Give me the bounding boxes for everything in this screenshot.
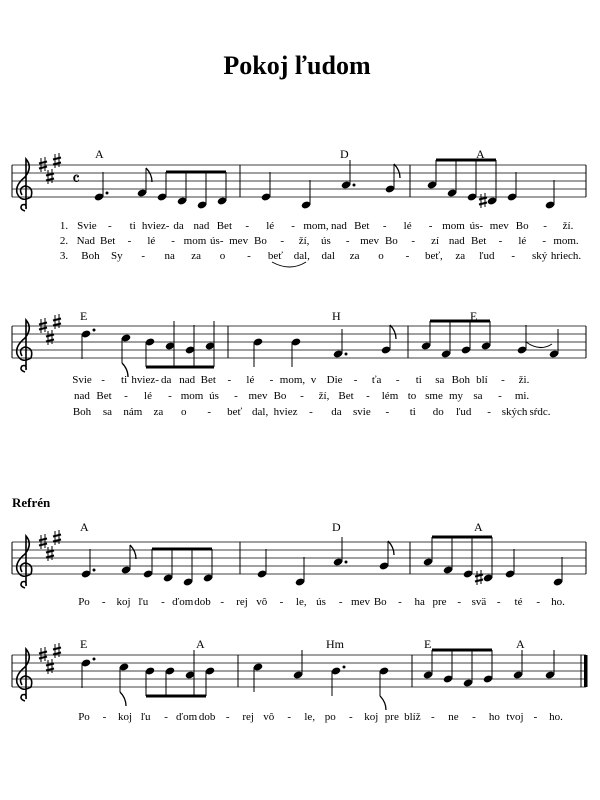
treble-clef-icon <box>17 536 32 588</box>
lyric-syllable: mev <box>248 390 268 402</box>
sharp-icon <box>46 659 54 674</box>
staff-system-2 <box>12 309 586 418</box>
refrain-label: Refrén <box>12 495 51 510</box>
song-title: Pokoj ľudom <box>223 51 371 80</box>
lyric-syllable: na <box>164 250 175 262</box>
lyric-syllable: koj <box>116 596 131 608</box>
lyric-syllable: Po <box>78 596 90 608</box>
chord-symbol: A <box>474 520 483 534</box>
lyric-syllable: - <box>107 220 112 232</box>
lyric-syllable: le, <box>295 596 307 608</box>
lyric-syllable: ti <box>121 374 128 386</box>
lyric-syllable: rej <box>242 711 254 723</box>
lyric-syllable: - <box>382 220 387 232</box>
lyric-syllable: - <box>171 235 175 247</box>
dot <box>343 666 346 669</box>
lyric-syllable: dob <box>198 711 216 723</box>
lyric-syllable: lé <box>144 390 152 402</box>
flag <box>120 692 126 706</box>
lyric-syllable: tvoj <box>506 711 524 723</box>
lyric-syllable: beť <box>227 406 243 418</box>
lyric-syllable: - <box>431 711 435 723</box>
lyric-syllable: - <box>220 596 225 608</box>
note <box>157 172 167 202</box>
lyric-syllable: Bet <box>354 220 370 232</box>
treble-clef-icon <box>17 159 32 211</box>
lyric-syllable: nám <box>123 406 143 418</box>
note <box>553 557 563 587</box>
sharp-icon <box>53 643 61 658</box>
lyric-syllable: ďom <box>172 596 194 608</box>
lyric-syllable: - <box>543 220 547 232</box>
lyric-syllable: Bet <box>200 374 216 386</box>
lyric-syllable: nad <box>330 220 347 232</box>
lyric-syllable: zí <box>431 235 440 247</box>
lyric-syllable: o <box>181 406 187 418</box>
common-time-icon: 𝄴 <box>72 169 81 190</box>
dot <box>345 561 348 564</box>
note <box>301 180 311 210</box>
lyric-syllable: - <box>498 390 502 402</box>
lyric-syllable: ských <box>501 406 528 418</box>
lyric-syllable: ží. <box>562 220 574 232</box>
lyric-syllable: ti <box>415 374 422 386</box>
note <box>331 666 346 697</box>
lyric-syllable: - <box>164 711 168 723</box>
sharp-icon <box>39 318 47 333</box>
lyric-syllable: ľud <box>455 406 472 418</box>
note <box>481 321 491 351</box>
note <box>423 650 433 680</box>
lyric-syllable: mev <box>351 596 370 608</box>
note <box>253 337 263 367</box>
flag <box>388 541 394 555</box>
lyric-syllable: - <box>225 711 230 723</box>
dot <box>345 353 348 356</box>
lyric-syllable: - <box>279 596 284 608</box>
sharp-icon <box>46 546 54 561</box>
lyric-syllable: pre <box>384 711 399 723</box>
lyric-syllable: 2. <box>59 235 69 247</box>
note <box>205 666 215 696</box>
sharp-icon <box>53 530 61 545</box>
note <box>163 553 173 583</box>
note <box>333 329 348 359</box>
lyric-syllable: - <box>338 596 343 608</box>
lyric-syllable: - <box>207 406 212 418</box>
lyric-syllable: da <box>173 220 184 232</box>
lyric-syllable: mev <box>489 220 509 232</box>
lyric-syllable: Po <box>78 711 90 723</box>
lyric-syllable: dal <box>321 250 335 262</box>
lyric-syllable: mom <box>180 390 204 402</box>
note <box>505 549 515 579</box>
note <box>463 658 473 688</box>
lyric-syllable: ský <box>531 250 548 262</box>
lyric-syllable: ží, <box>298 235 310 247</box>
lyric-syllable: mev <box>229 235 249 247</box>
lyric-syllable: za <box>153 406 164 418</box>
chord-symbol: E <box>470 309 478 323</box>
lyric-syllable: - <box>405 250 410 262</box>
note <box>421 321 431 351</box>
note <box>467 172 477 202</box>
lyric-syllable: nad <box>193 220 210 232</box>
lyric-syllable: - <box>428 220 433 232</box>
lyric-syllable: ľu <box>140 711 151 723</box>
lyric-syllable: Boh <box>72 406 92 418</box>
chord-symbol: A <box>476 147 485 161</box>
lyric-syllable: Bo <box>515 220 529 232</box>
note <box>291 337 301 367</box>
lyric-syllable: nad <box>179 374 196 386</box>
note <box>545 180 555 210</box>
lyric-syllable: ús <box>321 235 331 247</box>
note <box>427 160 437 190</box>
note <box>549 329 559 359</box>
chord-symbol: Hm <box>326 637 344 651</box>
staff-system-1 <box>12 147 586 267</box>
lyric-syllable: Die <box>326 374 343 386</box>
lyric-syllable: Svie <box>77 220 97 232</box>
note <box>441 329 451 359</box>
lyric-syllable: Bo <box>273 390 287 402</box>
slur <box>526 342 552 348</box>
sharp-icon <box>46 330 54 345</box>
lyric-syllable: - <box>161 596 165 608</box>
note <box>183 557 193 587</box>
lyric-syllable: - <box>101 374 105 386</box>
dot <box>93 569 96 572</box>
lyric-syllable: ha <box>414 596 425 608</box>
note <box>119 662 129 706</box>
lyric-syllable: ne <box>448 711 459 723</box>
sharp-icon <box>53 153 61 168</box>
note <box>145 666 155 696</box>
chord-symbol: E <box>80 637 88 651</box>
note <box>81 658 96 689</box>
lyric-syllable: sa <box>102 406 113 418</box>
note <box>517 325 527 355</box>
lyric-syllable: ľu <box>138 596 149 608</box>
lyric-syllable: - <box>457 596 462 608</box>
lyric-syllable: Boh <box>81 250 100 262</box>
lyric-syllable: koj <box>364 711 379 723</box>
lyric-syllable: ho. <box>551 596 565 608</box>
lyric-syllable: lé <box>147 235 156 247</box>
treble-clef-icon <box>17 320 32 372</box>
lyric-syllable: Bet <box>96 390 112 402</box>
lyric-syllable: - <box>280 235 285 247</box>
lyric-syllable: nad <box>74 390 90 402</box>
note <box>137 168 152 198</box>
note <box>443 654 453 684</box>
lyric-syllable: o <box>219 250 226 262</box>
lyric-syllable: hviez- <box>131 374 159 386</box>
lyric-syllable: té <box>514 596 523 608</box>
lyric-syllable: ti <box>129 220 136 232</box>
note <box>507 172 517 202</box>
lyric-syllable: ús <box>209 390 219 402</box>
note <box>145 337 155 367</box>
note <box>261 172 271 202</box>
lyric-syllable: o <box>378 250 384 262</box>
lyric-syllable: dob <box>194 596 211 608</box>
note <box>197 180 207 210</box>
sharp-icon <box>39 534 47 549</box>
lyric-syllable: sa <box>473 390 483 402</box>
lyric-syllable: Bet <box>471 235 487 247</box>
lyric-syllable: beť <box>267 250 283 262</box>
lyric-syllable: Boh <box>451 374 471 386</box>
lyric-syllable: mom <box>442 220 465 232</box>
lyric-syllable: svä <box>471 596 487 608</box>
lyric-syllable: pre <box>432 596 447 608</box>
staff-system-4 <box>12 637 588 723</box>
lyric-syllable: ti <box>409 406 416 418</box>
lyric-syllable: ho <box>488 711 500 723</box>
lyric-syllable: ži. <box>518 374 530 386</box>
final-barline <box>584 655 588 687</box>
lyric-syllable: - <box>348 711 353 723</box>
note <box>333 537 348 567</box>
lyric-syllable: - <box>124 390 128 402</box>
chord-symbol: A <box>95 147 104 161</box>
chord-symbol: E <box>424 637 432 651</box>
note <box>341 160 356 190</box>
lyric-syllable: 1. <box>59 220 69 232</box>
lyric-syllable: - <box>101 596 106 608</box>
lyric-syllable: - <box>395 374 400 386</box>
lyric-syllable: ús- <box>469 220 484 232</box>
lyric-syllable: Nad <box>76 235 95 247</box>
note <box>513 650 523 680</box>
lyric-syllable: blíž <box>404 711 421 723</box>
chord-symbol: E <box>80 309 88 323</box>
note <box>165 666 175 696</box>
lyric-syllable: hviez <box>273 406 298 418</box>
note <box>121 545 136 575</box>
flag <box>390 325 396 339</box>
lyric-syllable: Bo <box>373 596 387 608</box>
note <box>447 168 457 198</box>
sharp-icon <box>53 314 61 329</box>
note <box>177 176 187 206</box>
lyric-syllable: dal, <box>252 406 269 418</box>
slur <box>272 262 306 267</box>
lyric-syllable: za <box>349 250 360 262</box>
lyric-syllable: ús- <box>210 235 224 247</box>
lyric-syllable: ľud <box>479 250 495 262</box>
lyric-syllable: - <box>472 711 476 723</box>
lyric-syllable: mom, <box>303 220 329 232</box>
lyric-syllable: sŕdc. <box>529 406 551 418</box>
lyric-syllable: vô <box>263 711 275 723</box>
dot <box>353 184 356 187</box>
lyric-syllable: Bet <box>100 235 116 247</box>
lyric-syllable: Svie <box>72 374 92 386</box>
lyric-syllable: lé <box>403 220 412 232</box>
lyric-syllable: - <box>411 235 416 247</box>
lyric-syllable: Bet <box>338 390 354 402</box>
lyric-syllable: lé <box>266 220 275 232</box>
staff-system-3 <box>12 520 586 608</box>
lyric-syllable: - <box>501 374 505 386</box>
lyric-syllable: Sy <box>111 250 123 262</box>
chord-symbol: A <box>516 637 525 651</box>
lyric-syllable: hviez- <box>141 220 170 232</box>
flag <box>380 696 386 710</box>
lyric-syllable: mom. <box>553 235 579 247</box>
lyric-syllable: nad <box>448 235 465 247</box>
note <box>379 666 389 710</box>
treble-clef-icon <box>17 649 32 701</box>
lyric-syllable: Bo <box>254 235 267 247</box>
lyric-syllable: za <box>191 250 201 262</box>
dot <box>93 329 96 332</box>
sharp-icon <box>475 570 483 585</box>
flag <box>130 545 136 559</box>
lyric-syllable: - <box>309 406 313 418</box>
sharp-icon <box>479 193 487 208</box>
lyric-syllable: beť, <box>424 250 443 262</box>
sharp-icon <box>46 169 54 184</box>
chord-symbol: A <box>80 520 89 534</box>
note <box>253 662 263 692</box>
lyric-syllable: - <box>227 374 232 386</box>
note <box>143 549 153 579</box>
lyric-syllable: do <box>432 406 444 418</box>
lyric-syllable: dal, <box>293 250 310 262</box>
lyric-syllable: ho. <box>549 711 563 723</box>
lyric-syllable: - <box>542 235 547 247</box>
lyric-syllable: ťa <box>371 374 382 386</box>
lyric-syllable: po <box>324 711 336 723</box>
lyric-syllable: le, <box>304 711 316 723</box>
note <box>423 537 433 567</box>
lyric-syllable: vô <box>256 596 268 608</box>
lyric-syllable: 3. <box>59 250 69 262</box>
lyric-syllable: - <box>168 390 172 402</box>
lyric-syllable: - <box>269 374 274 386</box>
lyric-syllable: - <box>366 390 370 402</box>
lyric-syllable: - <box>496 596 501 608</box>
lyric-syllable: sme <box>425 390 443 402</box>
note <box>293 650 303 680</box>
note <box>483 654 493 684</box>
lyric-syllable: svie <box>353 406 371 418</box>
lyric-syllable: to <box>407 390 417 402</box>
lyric-syllable: - <box>536 596 541 608</box>
note <box>443 545 453 575</box>
lyric-syllable: - <box>291 220 295 232</box>
lyric-syllable: - <box>511 250 515 262</box>
lyric-syllable: - <box>398 596 402 608</box>
lyric-syllable: - <box>141 250 146 262</box>
note <box>463 549 473 579</box>
lyric-syllable: lém <box>381 390 399 402</box>
lyric-syllable: lé <box>518 235 527 247</box>
lyric-syllable: sa <box>435 374 445 386</box>
lyric-syllable: mom <box>183 235 207 247</box>
lyric-syllable: da <box>160 374 172 386</box>
lyric-syllable: Bet <box>216 220 233 232</box>
lyric-syllable: - <box>487 406 491 418</box>
sharp-icon <box>39 157 47 172</box>
lyric-syllable: blí <box>476 374 488 386</box>
sharp-icon <box>39 647 47 662</box>
lyric-syllable: - <box>353 374 358 386</box>
chord-symbol: A <box>196 637 205 651</box>
lyric-syllable: da <box>331 406 342 418</box>
lyric-syllable: - <box>498 235 503 247</box>
lyric-syllable: v <box>310 374 317 386</box>
flag <box>146 168 152 182</box>
lyric-syllable: - <box>245 220 250 232</box>
lyric-syllable: lé <box>246 374 255 386</box>
lyric-syllable: Bo <box>384 235 398 247</box>
lyric-syllable: mi. <box>514 390 530 402</box>
flag <box>394 164 400 178</box>
lyric-syllable: - <box>300 390 304 402</box>
chord-symbol: H <box>332 309 341 323</box>
lyric-syllable: rej <box>236 596 248 608</box>
lyric-syllable: mom, <box>279 374 306 386</box>
lyric-syllable: hriech. <box>550 250 582 262</box>
lyric-syllable: - <box>247 250 251 262</box>
note <box>295 557 305 587</box>
lyric-syllable: ús <box>316 596 326 608</box>
dot <box>93 658 96 661</box>
score <box>12 147 588 723</box>
note <box>257 549 267 579</box>
lyric-syllable: ďom <box>176 711 198 723</box>
lyric-syllable: ží, <box>318 390 330 402</box>
chord-symbol: D <box>332 520 341 534</box>
chord-symbol: D <box>340 147 349 161</box>
lyric-syllable: za <box>455 250 466 262</box>
note <box>121 333 131 377</box>
lyric-syllable: - <box>127 235 132 247</box>
lyric-syllable: - <box>234 390 238 402</box>
note <box>203 553 213 583</box>
lyric-syllable: - <box>287 711 292 723</box>
note <box>545 650 555 680</box>
lyric-syllable: mev <box>360 235 380 247</box>
note <box>461 325 471 355</box>
lyric-syllable: my <box>448 390 464 402</box>
lyric-syllable: koj <box>118 711 133 723</box>
note <box>81 329 96 360</box>
lyric-syllable: - <box>533 711 538 723</box>
lyric-syllable: - <box>102 711 107 723</box>
lyric-syllable: - <box>385 406 390 418</box>
dot <box>106 192 109 195</box>
lyric-syllable: - <box>345 235 350 247</box>
note <box>217 176 227 206</box>
